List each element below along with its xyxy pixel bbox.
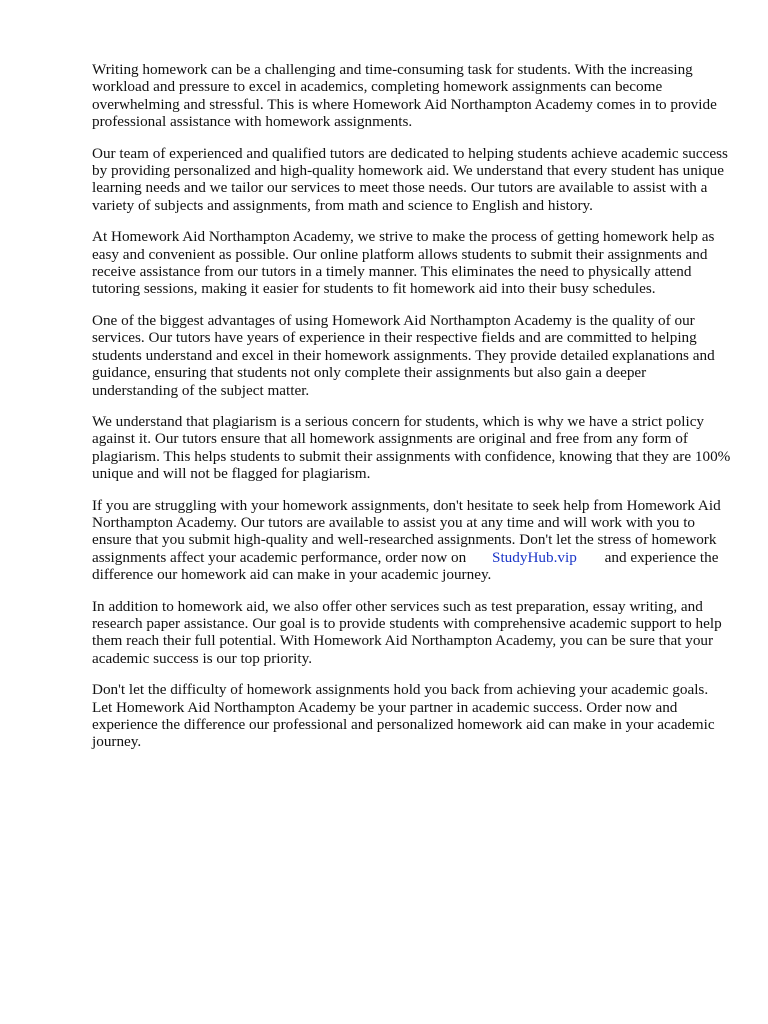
cta-text-before: If you are struggling with your homework assignments, don't hesitate to seek help from Homework Aid Northampton Academy. Our tutors are available to assist you at any time and will work with you to ensure that you submit high-quality and well-researched assignments. Don't let the stress of homework assignments affect your academic performance, order now on xyxy=(92,496,721,566)
paragraph-advantages: One of the biggest advantages of using Homework Aid Northampton Academy is the quality of our services. Our tutors have years of experience in their respective fields and are committed to helping students understand and excel in their homework assignments. They provide detailed explanations and guidance, ensuring that students not only complete their assignments but also gain a deeper understanding of the subject matter. xyxy=(92,311,715,399)
cta-text-after: and experience the difference our homework aid can make in your academic journey. xyxy=(92,548,719,584)
paragraph-intro: Writing homework can be a challenging and time-consuming task for students. With the increasing workload and pressure to excel in academics, completing homework assignments can become overwhelming and stressful. This is where Homework Aid Northampton Academy comes in to provide professional assistance with homework assignments. xyxy=(92,61,717,131)
studyhub-link[interactable]: StudyHub.vip xyxy=(492,548,577,566)
paragraph-cta xyxy=(92,497,732,584)
paragraph-plagiarism: We understand that plagiarism is a serious concern for students, which is why we have a strict policy against it. Our tutors ensure that all homework assignments are original and free from any form of plagiarism. This helps students to submit their assignments with confidence, knowing that they are 100% unique and will not be flagged for plagiarism. xyxy=(92,412,731,483)
paragraph-services: In addition to homework aid, we also offer other services such as test preparation, essay writing, and research paper assistance. Our goal is to provide students with comprehensive academic support to help them reach their full potential. With Homework Aid Northampton Academy, you can be sure that your academic success is our top priority. xyxy=(92,597,722,667)
document-body xyxy=(92,61,732,765)
paragraph-closing: Don't let the difficulty of homework assignments hold you back from achieving your academic goals. Let Homework Aid Northampton Academy be your partner in academic success. Order now and experience the difference our professional and personalized homework aid can make in your academic journey. xyxy=(92,681,715,751)
paragraph-team: Our team of experienced and qualified tutors are dedicated to helping students achieve academic success by providing personalized and high-quality homework aid. We understand that every student has unique learning needs and we tailor our services to meet those needs. Our tutors are available to assist with a variety of subjects and assignments, from math and science to English and history. xyxy=(92,144,728,214)
paragraph-platform: At Homework Aid Northampton Academy, we strive to make the process of getting homework help as easy and convenient as possible. Our online platform allows students to submit their assignments and receive assistance from our tutors in a timely manner. This eliminates the need to physically attend tutoring sessions, making it easier for students to fit homework aid into their busy schedules. xyxy=(92,228,715,298)
